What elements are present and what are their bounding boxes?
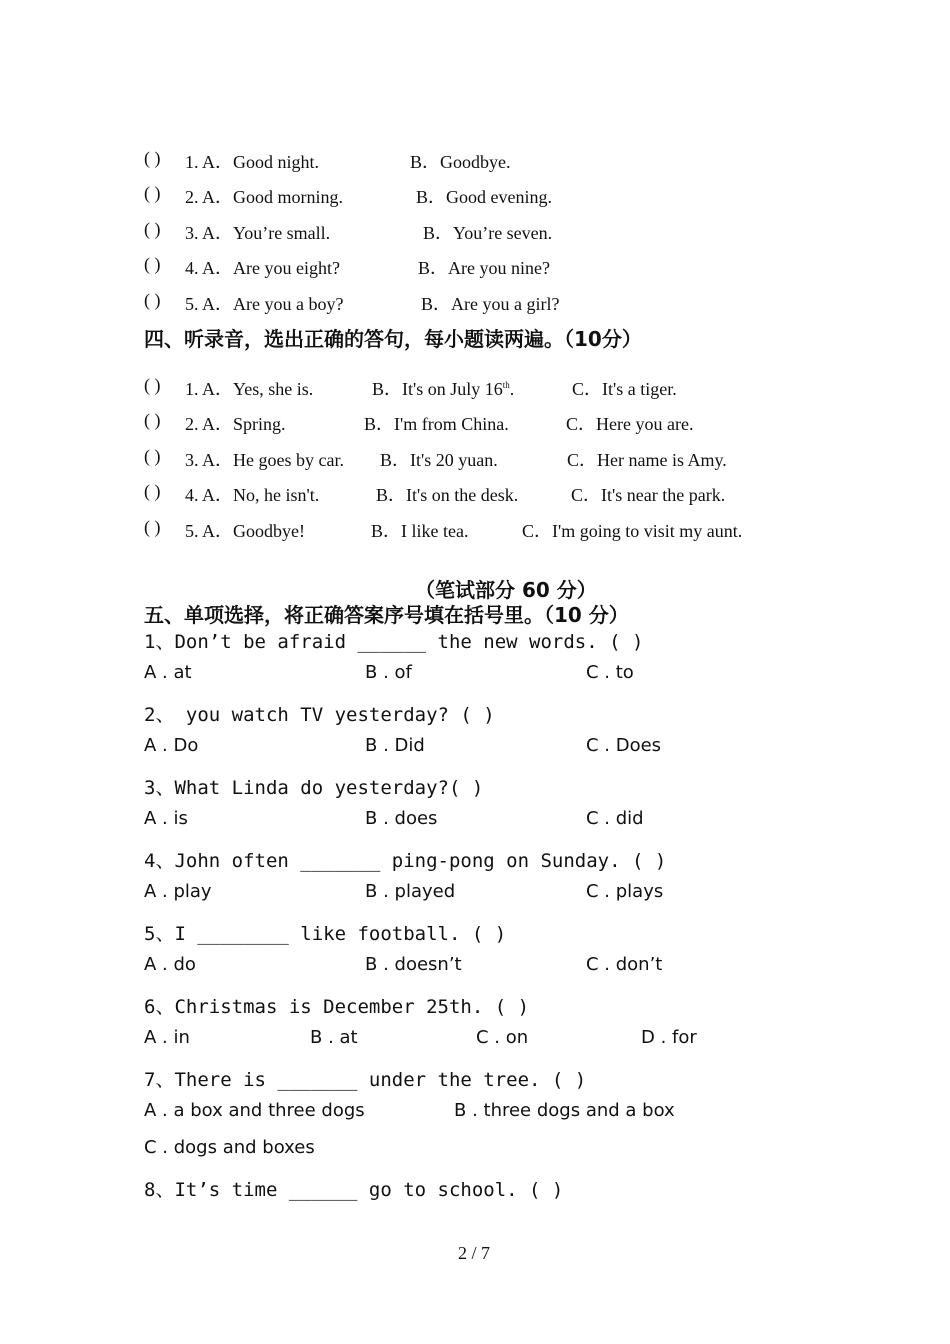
option-a: A . do bbox=[144, 954, 196, 975]
option-b: B．I'm from China. bbox=[364, 414, 509, 434]
answer-paren: ( ) bbox=[144, 254, 161, 274]
option-b: B．It's 20 yuan. bbox=[380, 450, 498, 470]
option-b: B . at bbox=[310, 1027, 358, 1048]
option-c: C . on bbox=[476, 1027, 529, 1048]
option-b: B . three dogs and a box bbox=[454, 1100, 675, 1121]
option-c: C．Her name is Amy. bbox=[567, 450, 727, 470]
answer-paren: ( ) bbox=[144, 148, 161, 168]
answer-paren: ( ) bbox=[144, 481, 161, 501]
option-a: A . a box and three dogs bbox=[144, 1100, 365, 1121]
option-a: 2. A．Spring. bbox=[185, 414, 286, 434]
option-c: C．It's a tiger. bbox=[572, 379, 677, 399]
option-c: C．I'm going to visit my aunt. bbox=[522, 521, 743, 541]
answer-paren: ( ) bbox=[144, 183, 161, 203]
part5-heading: 五、单项选择，将正确答案序号填在括号里。（10 分） bbox=[144, 603, 629, 627]
answer-paren: ( ) bbox=[144, 517, 161, 537]
question-stem: 4、John often _______ ping-pong on Sunday. ( ) bbox=[144, 850, 667, 872]
option-c: C . plays bbox=[586, 881, 664, 902]
answer-paren: ( ) bbox=[144, 446, 161, 466]
option-c: C . Does bbox=[586, 735, 662, 756]
page-number: 2 / 7 bbox=[458, 1243, 491, 1263]
answer-paren: ( ) bbox=[144, 219, 161, 239]
option-b: B . doesn’t bbox=[365, 954, 462, 975]
question-stem: 8、It’s time ______ go to school. ( ) bbox=[144, 1179, 564, 1201]
option-a: 5. A．Goodbye! bbox=[185, 521, 305, 541]
option-b: B．Goodbye. bbox=[410, 152, 511, 172]
option-c: C．Here you are. bbox=[566, 414, 694, 434]
option-a: A . is bbox=[144, 808, 188, 829]
option-c: C . don’t bbox=[586, 954, 663, 975]
question-stem: 2、 you watch TV yesterday? ( ) bbox=[144, 704, 495, 726]
option-a: 4. A．Are you eight? bbox=[185, 258, 340, 278]
option-a: A . Do bbox=[144, 735, 199, 756]
option-b: B . Did bbox=[365, 735, 425, 756]
option-c: C . did bbox=[586, 808, 644, 829]
option-a: A . play bbox=[144, 881, 212, 902]
answer-paren: ( ) bbox=[144, 410, 161, 430]
option-a: 1. A．Yes, she is. bbox=[185, 379, 314, 399]
option-b: B．Good evening. bbox=[416, 187, 552, 207]
answer-paren: ( ) bbox=[144, 290, 161, 310]
option-b: B . of bbox=[365, 662, 412, 683]
option-a: A . in bbox=[144, 1027, 190, 1048]
answer-paren: ( ) bbox=[144, 375, 161, 395]
option-c: C . to bbox=[586, 662, 634, 683]
option-b: B．You’re seven. bbox=[423, 223, 553, 243]
option-b: B．It's on the desk. bbox=[376, 485, 519, 505]
option-c: C．It's near the park. bbox=[571, 485, 726, 505]
option-b: B．Are you a girl? bbox=[421, 294, 560, 314]
option-b: B．I like tea. bbox=[371, 521, 469, 541]
question-stem: 1、Don’t be afraid ______ the new words. ( ) bbox=[144, 631, 644, 653]
option-d: D . for bbox=[641, 1027, 697, 1048]
part4-heading: 四、听录音，选出正确的答句，每小题读两遍。（10分） bbox=[144, 327, 642, 351]
question-stem: 7、There is _______ under the tree. ( ) bbox=[144, 1069, 587, 1091]
option-c: C . dogs and boxes bbox=[144, 1137, 315, 1158]
option-a: 3. A．You’re small. bbox=[185, 223, 331, 243]
option-a: 2. A．Good morning. bbox=[185, 187, 344, 207]
question-stem: 5、I ________ like football. ( ) bbox=[144, 923, 507, 945]
question-stem: 3、What Linda do yesterday?( ) bbox=[144, 777, 484, 799]
option-a: 1. A．Good night. bbox=[185, 152, 320, 172]
option-b: B．It's on July 16th. bbox=[372, 379, 515, 399]
option-b: B．Are you nine? bbox=[418, 258, 550, 278]
option-b: B . played bbox=[365, 881, 456, 902]
option-a: 4. A．No, he isn't. bbox=[185, 485, 320, 505]
option-a: 5. A．Are you a boy? bbox=[185, 294, 344, 314]
ordinal-suffix: th bbox=[502, 380, 510, 390]
written-section-title: （笔试部分 60 分） bbox=[415, 578, 597, 602]
option-a: 3. A．He goes by car. bbox=[185, 450, 344, 470]
option-b: B . does bbox=[365, 808, 438, 829]
option-a: A . at bbox=[144, 662, 192, 683]
question-stem: 6、Christmas is December 25th. ( ) bbox=[144, 996, 530, 1018]
